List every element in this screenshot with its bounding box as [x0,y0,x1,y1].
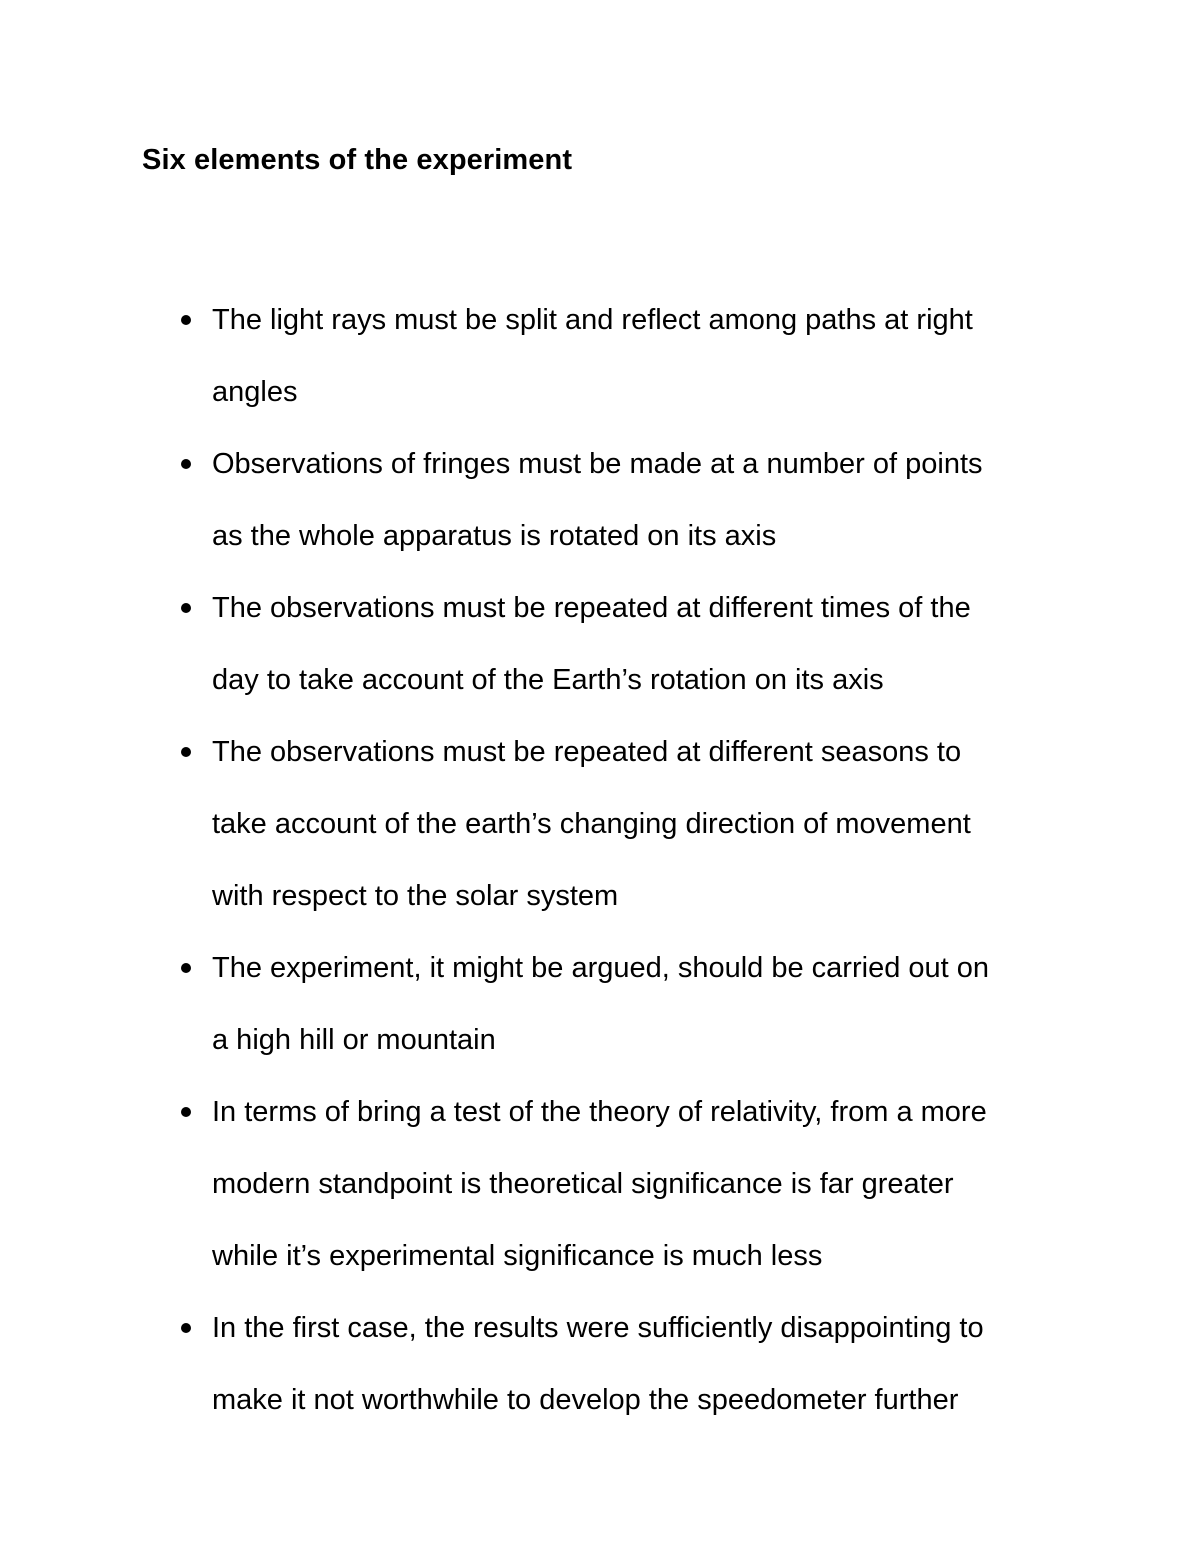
list-item [212,932,1112,1076]
list-item-text: a high hill or mountain [212,1024,496,1056]
list-item [212,572,1112,716]
list-item [212,1292,1112,1436]
list-item-text: The observations must be repeated at different times of the [212,592,971,624]
list-item-text: In the first case, the results were sufficiently disappointing to [212,1312,984,1344]
list-item-text: with respect to the solar system [212,880,619,912]
list-item-text: as the whole apparatus is rotated on its axis [212,520,777,552]
bullet-icon [181,747,191,757]
bullet-icon [181,603,191,613]
list-item-text: take account of the earth’s changing direction of movement [212,808,971,840]
list-item-text: Observations of fringes must be made at a number of points [212,448,983,480]
bullet-icon [181,1107,191,1117]
list-item [212,1076,1112,1292]
list-item-text: day to take account of the Earth’s rotation on its axis [212,664,884,696]
list-item-text: modern standpoint is theoretical significance is far greater [212,1168,954,1200]
bullet-icon [181,1323,191,1333]
list-item [212,284,1112,428]
bullet-icon [181,963,191,973]
bullet-icon [181,315,191,325]
list-item-text: The observations must be repeated at different seasons to [212,736,962,768]
list-item [212,428,1112,572]
list-item-text: The light rays must be split and reflect among paths at right [212,304,973,336]
document-title: Six elements of the experiment [142,144,573,176]
list-item-text: make it not worthwhile to develop the speedometer further [212,1384,959,1416]
bullet-list [212,284,1112,1436]
bullet-icon [181,459,191,469]
list-item [212,716,1112,932]
list-item-text: In terms of bring a test of the theory of relativity, from a more [212,1096,987,1128]
list-item-text: while it’s experimental significance is much less [212,1240,823,1272]
list-item-text: The experiment, it might be argued, should be carried out on [212,952,990,984]
list-item-text: angles [212,376,298,408]
